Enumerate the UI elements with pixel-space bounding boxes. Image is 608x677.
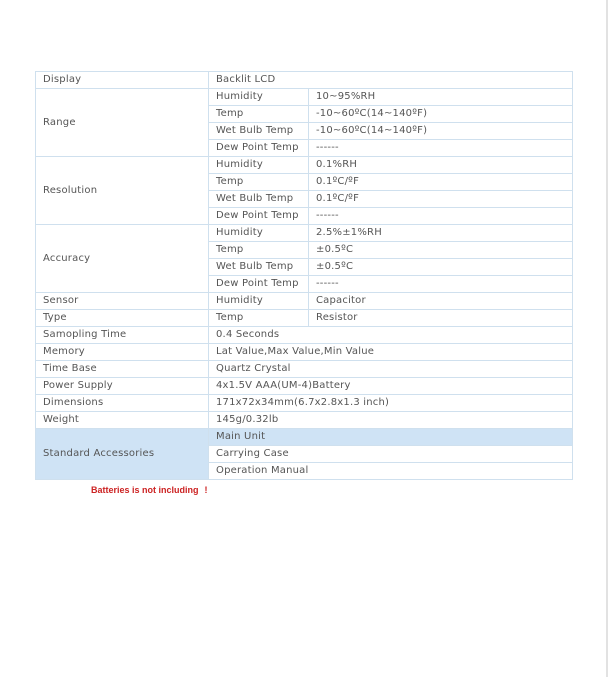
spec-subitem: Humidity (209, 293, 309, 310)
accessory-item: Carrying Case (209, 446, 573, 463)
spec-value: ------ (309, 140, 573, 157)
battery-note-text: Batteries is not including (91, 485, 199, 495)
spec-subitem: Temp (209, 106, 309, 123)
spec-subitem: Wet Bulb Temp (209, 259, 309, 276)
spec-value: Quartz Crystal (209, 361, 573, 378)
spec-label: Time Base (36, 361, 209, 378)
spec-value: ±0.5ºC (309, 242, 573, 259)
table-row-time-base (36, 361, 573, 378)
spec-subitem: Dew Point Temp (209, 208, 309, 225)
spec-value: Capacitor (309, 293, 573, 310)
table-row-weight (36, 412, 573, 429)
table-row-sensor-type (36, 310, 573, 327)
accessory-item: Operation Manual (209, 463, 573, 480)
spec-subitem: Humidity (209, 157, 309, 174)
spec-label: Range (36, 89, 209, 157)
spec-table (35, 71, 573, 480)
spec-label: Memory (36, 344, 209, 361)
table-row-accuracy (36, 225, 573, 242)
spec-value: -10~60ºC(14~140ºF) (309, 106, 573, 123)
spec-label: Weight (36, 412, 209, 429)
spec-subitem: Wet Bulb Temp (209, 123, 309, 140)
exclamation-mark: ! (204, 485, 208, 495)
spec-subitem: Temp (209, 310, 309, 327)
spec-label: Type (36, 310, 209, 327)
table-row-accessories (36, 429, 573, 446)
spec-label: Display (36, 72, 209, 89)
table-row-resolution (36, 157, 573, 174)
table-row-power-supply (36, 378, 573, 395)
spec-label: Standard Accessories (36, 429, 209, 480)
spec-value: 0.1ºC/ºF (309, 191, 573, 208)
spec-subitem: Temp (209, 242, 309, 259)
spec-label: Power Supply (36, 378, 209, 395)
spec-value: 145g/0.32lb (209, 412, 573, 429)
accessory-item: Main Unit (209, 429, 573, 446)
spec-value: 0.1%RH (309, 157, 573, 174)
table-row-sampling-time (36, 327, 573, 344)
spec-value: ------ (309, 276, 573, 293)
spec-subitem: Humidity (209, 89, 309, 106)
spec-subitem: Temp (209, 174, 309, 191)
spec-label: Samopling Time (36, 327, 209, 344)
spec-value: 4x1.5V AAA(UM-4)Battery (209, 378, 573, 395)
table-row-dimensions (36, 395, 573, 412)
spec-label: Dimensions (36, 395, 209, 412)
spec-subitem: Dew Point Temp (209, 140, 309, 157)
battery-note (91, 485, 208, 495)
spec-value: 2.5%±1%RH (309, 225, 573, 242)
table-row-sensor (36, 293, 573, 310)
table-row-memory (36, 344, 573, 361)
table-row-display (36, 72, 573, 89)
spec-value: 0.4 Seconds (209, 327, 573, 344)
spec-value: ±0.5ºC (309, 259, 573, 276)
spec-value: -10~60ºC(14~140ºF) (309, 123, 573, 140)
spec-value: Backlit LCD (209, 72, 573, 89)
spec-label: Resolution (36, 157, 209, 225)
spec-subitem: Humidity (209, 225, 309, 242)
spec-label: Sensor (36, 293, 209, 310)
spec-value: Resistor (309, 310, 573, 327)
spec-value: Lat Value,Max Value,Min Value (209, 344, 573, 361)
table-row-range (36, 89, 573, 106)
spec-subitem: Dew Point Temp (209, 276, 309, 293)
spec-label: Accuracy (36, 225, 209, 293)
spec-subitem: Wet Bulb Temp (209, 191, 309, 208)
spec-value: 0.1ºC/ºF (309, 174, 573, 191)
spec-value: 171x72x34mm(6.7x2.8x1.3 inch) (209, 395, 573, 412)
spec-value: 10~95%RH (309, 89, 573, 106)
spec-value: ------ (309, 208, 573, 225)
